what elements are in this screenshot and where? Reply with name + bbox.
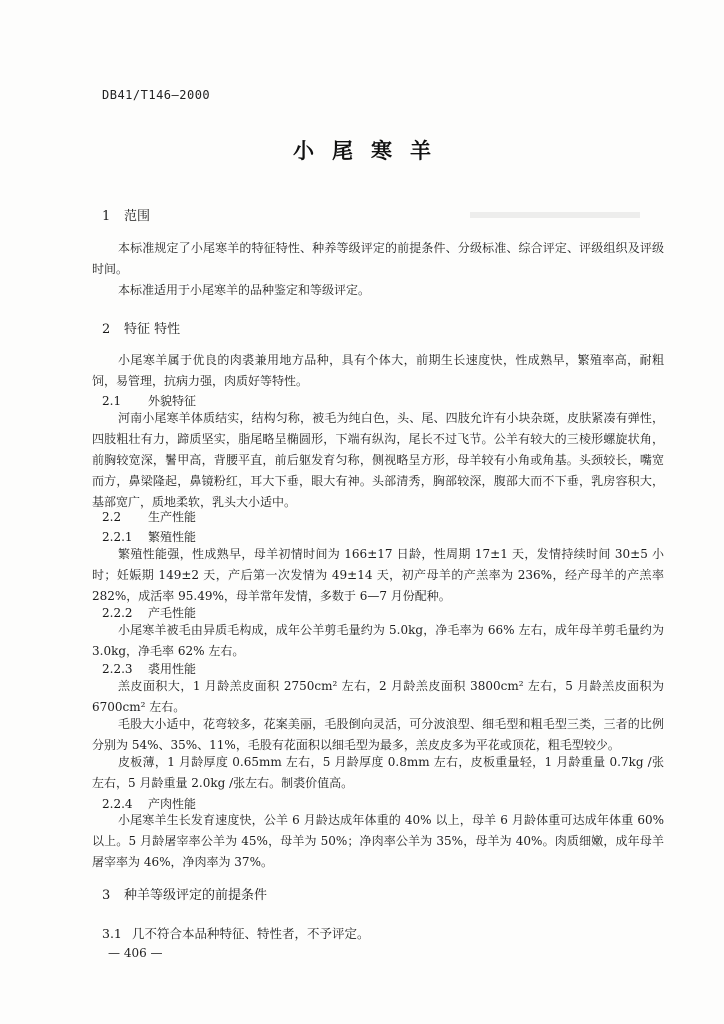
section-2-heading bbox=[102, 318, 180, 337]
section-1-paragraph-2: 本标准适用于小尾寒羊的品种鉴定和等级评定。 bbox=[118, 283, 371, 297]
section-number: 3 bbox=[102, 888, 111, 903]
section-2-1-heading bbox=[102, 392, 196, 409]
section-number: 2.2.3 bbox=[102, 662, 133, 676]
section-2-2-1-heading bbox=[102, 528, 196, 545]
section-title: 范围 bbox=[124, 209, 151, 224]
section-2-2-3-heading bbox=[102, 660, 196, 677]
section-title: 种羊等级评定的前提条件 bbox=[124, 888, 268, 903]
section-title: 特征 特性 bbox=[124, 322, 181, 337]
section-1-paragraph-1: 本标准规定了小尾寒羊的特征特性、种养等级评定的前提条件、分级标准、综合评定、评级组织及评级时间。 bbox=[92, 241, 664, 276]
section-number: 1 bbox=[102, 209, 111, 224]
section-number: 2.1 bbox=[102, 394, 122, 408]
section-title: 产肉性能 bbox=[148, 797, 197, 811]
section-title: 外貌特征 bbox=[148, 394, 197, 408]
section-2-2-2-paragraph: 小尾寒羊被毛由异质毛构成，成年公羊剪毛量约为 5.0kg，净毛率为 66% 左右，成年母羊剪毛量约为 3.0kg，净毛率 62% 左右。 bbox=[92, 623, 664, 658]
section-2-1-paragraph: 河南小尾寒羊体质结实，结构匀称，被毛为纯白色，头、尾、四肢允许有小块杂斑，皮肤紧凑有弹性，四肢粗壮有力，蹄质坚实，脂尾略呈椭圆形，下端有纵沟，尾长不过飞节。公羊有较大的三棱形螺旋状角，前胸较宽深，鬐甲高，背腰平直，前后躯发育匀称，侧视略呈方形，母羊较有小角或角基。头颈较长，嘴宽而方，鼻梁隆起，鼻镜粉红，耳大下垂，眼大有神。头部清秀，胸部较深，腹部大而不下垂，乳房容积大，基部宽广，质地柔软，乳头大小适中。 bbox=[92, 411, 664, 509]
section-number: 2.2.4 bbox=[102, 797, 133, 811]
item-text: 几不符合本品种特征、特性者，不予评定。 bbox=[132, 926, 370, 941]
section-title: 产毛性能 bbox=[148, 606, 197, 620]
section-number: 2.2.2 bbox=[102, 606, 133, 620]
standard-code: DB41/T146—2000 bbox=[102, 88, 211, 102]
section-2-2-3-paragraph-1: 羔皮面积大，1 月龄羔皮面积 2750cm² 左右，2 月龄羔皮面积 3800cm² 左右，5 月龄羔皮面积为 6700cm² 左右。 bbox=[92, 679, 664, 714]
section-1-heading bbox=[102, 205, 150, 224]
section-title: 裘用性能 bbox=[148, 662, 197, 676]
section-2-intro: 小尾寒羊属于优良的肉裘兼用地方品种，具有个体大，前期生长速度快，性成熟早，繁殖率高，耐粗饲，易管理，抗病力强，肉质好等特性。 bbox=[92, 353, 664, 388]
section-title: 繁殖性能 bbox=[148, 530, 197, 544]
section-number: 2.2 bbox=[102, 510, 122, 524]
section-2-2-heading bbox=[102, 508, 196, 525]
section-3-heading bbox=[102, 884, 267, 903]
section-2-2-3-paragraph-2: 毛股大小适中，花弯较多，花案美丽，毛股倒向灵活，可分波浪型、细毛型和粗毛型三类，三者的比例分别为 54%、35%、11%，毛股有花面积以细毛型为最多，羔皮皮多为平花或顶花，粗毛型较少。 bbox=[92, 717, 664, 752]
section-number: 2 bbox=[102, 322, 111, 337]
item-number: 3.1 bbox=[102, 926, 122, 941]
section-2-2-1-paragraph: 繁殖性能强，性成熟早，母羊初情时间为 166±17 日龄，性周期 17±1 天，发情持续时间 30±5 小时；妊娠期 149±2 天，产后第一次发情为 49±14 天，初产母羊的产羔率为 236%，经产母羊的产羔率 282%，成活率 95.49%，母羊常年发情，多数于 6—7 月份配种。 bbox=[92, 547, 664, 603]
section-number: 2.2.1 bbox=[102, 530, 133, 544]
section-title: 生产性能 bbox=[148, 510, 197, 524]
section-2-2-3-paragraph-3: 皮板薄，1 月龄厚度 0.65mm 左右，5 月龄厚度 0.8mm 左右，皮板重量轻，1 月龄重量 0.7kg /张左右，5 月龄重量 2.0kg /张左右。制裘价值高。 bbox=[92, 755, 664, 790]
section-2-2-4-paragraph: 小尾寒羊生长发育速度快，公羊 6 月龄达成年体重的 40% 以上，母羊 6 月龄体重可达成年体重 60% 以上。5 月龄屠宰率公羊为 45%，母羊为 50%；净肉率公羊为 35%，母羊为 40%。肉质细嫩，成年母羊屠宰率为 46%，净肉率为 37%。 bbox=[92, 813, 664, 869]
section-2-2-2-heading bbox=[102, 604, 196, 621]
document-title: 小尾寒羊 bbox=[293, 138, 449, 163]
item-3-1 bbox=[102, 924, 370, 942]
page-number: — 406 — bbox=[108, 946, 163, 960]
scan-artifact bbox=[470, 212, 640, 218]
